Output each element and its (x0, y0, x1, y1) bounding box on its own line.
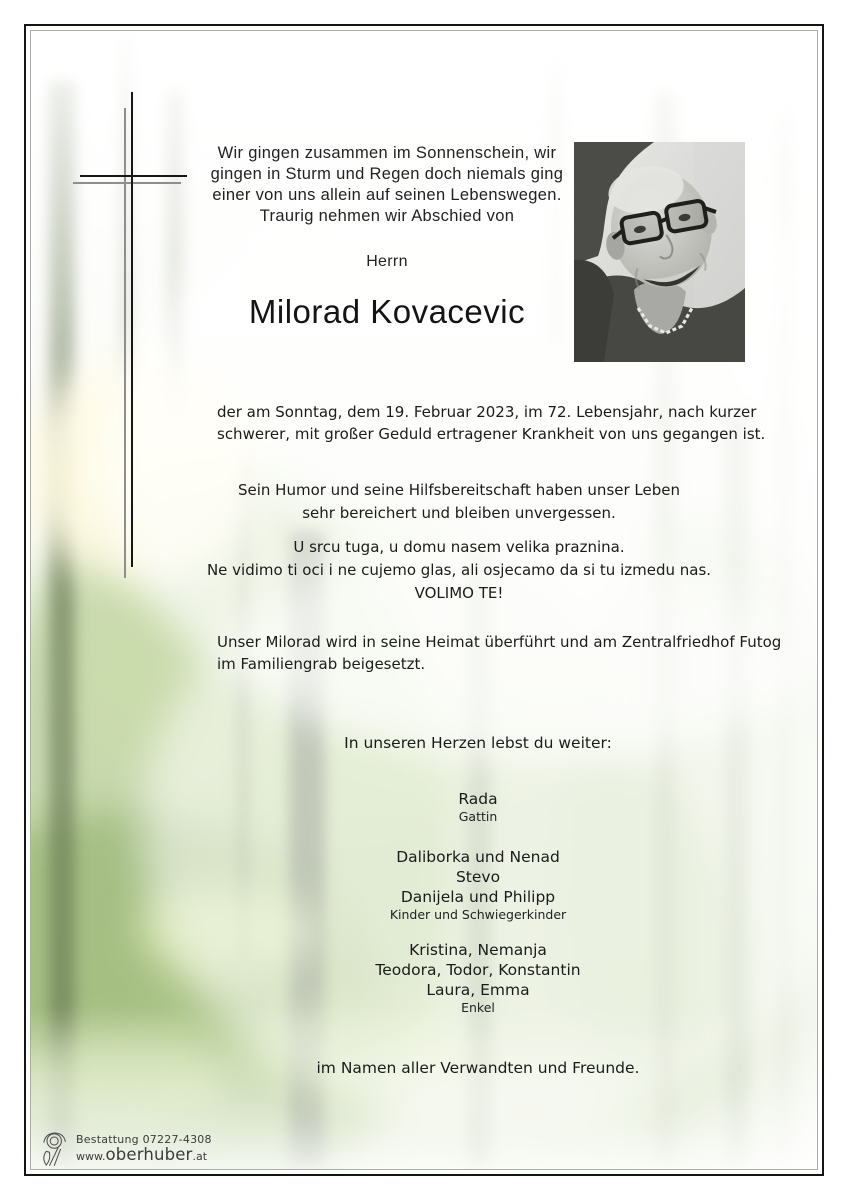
funeral-home-text (76, 1134, 212, 1164)
mourner-group-children (204, 847, 752, 923)
url-name: oberhuber (105, 1144, 193, 1164)
serbian-verse-line: VOLIMO TE! (414, 584, 504, 602)
verse-line: einer von uns allein auf seinen Lebenswegen. (212, 186, 562, 204)
mourner-name: Stevo (455, 868, 501, 886)
verse-line: gingen in Sturm und Regen doch niemals ging (210, 165, 564, 183)
notice-content (31, 31, 817, 1169)
burial-info-line: Unser Milorad wird in seine Heimat überführt und am Zentralfriedhof Futog (217, 633, 782, 651)
mourner-group-wife (204, 789, 752, 825)
salutation: Herrn (366, 253, 408, 270)
mourner-relation: Enkel (461, 1000, 495, 1015)
death-statement-line: schwerer, mit großer Geduld ertragener Krankheit von uns gegangen ist. (217, 425, 766, 443)
funeral-home-phone: Bestattung 07227-4308 (76, 1132, 212, 1146)
mourner-name: Rada (458, 790, 498, 808)
mourner-name: Laura, Emma (426, 981, 530, 999)
burial-info (217, 631, 781, 675)
mourner-relation: Gattin (458, 809, 498, 824)
mourner-name: Teodora, Todor, Konstantin (375, 961, 581, 979)
tribute-text (185, 479, 733, 525)
mourner-name: Danijela und Philipp (400, 888, 556, 906)
url-suffix: .at (192, 1149, 208, 1163)
burial-info-line: im Familiengrab beigesetzt. (217, 655, 426, 673)
funeral-home-url (76, 1146, 212, 1164)
verse-line: Traurig nehmen wir Abschied von (259, 207, 515, 225)
serbian-verse-line: Ne vidimo ti oci i ne cujemo glas, ali osjecamo da si tu izmedu nas. (206, 561, 712, 579)
mourner-name: Kristina, Nemanja (409, 941, 547, 959)
death-statement (217, 401, 765, 445)
death-statement-line: der am Sonntag, dem 19. Februar 2023, im 72. Lebensjahr, nach kurzer (217, 403, 757, 421)
funeral-home-footer (39, 1129, 212, 1169)
tribute-line: sehr bereichert und bleiben unvergessen. (302, 504, 616, 522)
serbian-verse-line: U srcu tuga, u domu nasem velika praznina. (293, 538, 625, 556)
rose-icon (39, 1129, 71, 1169)
portrait-photo (574, 142, 745, 362)
mourner-name: Daliborka und Nenad (396, 848, 560, 866)
farewell-heading: In unseren Herzen lebst du weiter: (344, 734, 612, 752)
tribute-line: Sein Humor und seine Hilfsbereitschaft haben unser Leben (237, 481, 681, 499)
deceased-name: Milorad Kovacevic (248, 293, 526, 330)
closing-line: im Namen aller Verwandten und Freunde. (316, 1059, 640, 1077)
url-prefix: www. (76, 1149, 106, 1163)
serbian-verse (185, 536, 733, 605)
mourner-group-grandchildren (204, 940, 752, 1016)
mourner-relation: Kinder und Schwiegerkinder (389, 907, 567, 922)
verse-line: Wir gingen zusammen im Sonnenschein, wir (217, 144, 557, 162)
